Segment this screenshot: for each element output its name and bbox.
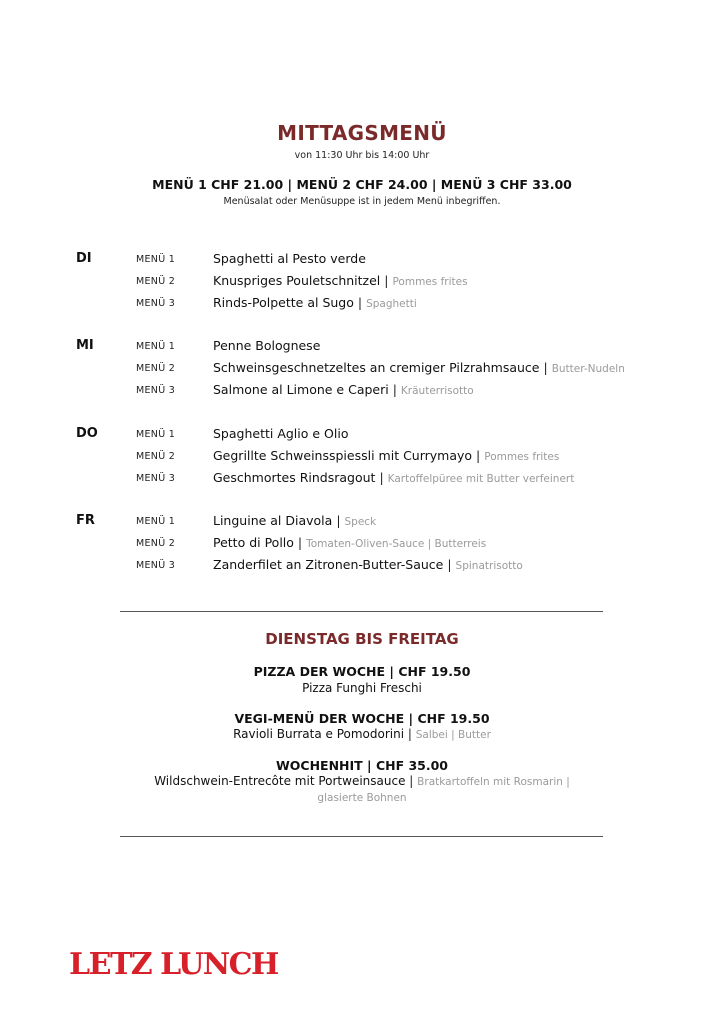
menu-label: MENÜ 1: [136, 429, 176, 440]
divider-top: [120, 611, 603, 612]
side-dish: Speck: [344, 516, 377, 528]
vegi-dish: Ravioli Burrata e Pomodorini: [233, 727, 405, 741]
vegi-title: VEGI-MENÜ DER WOCHE | CHF 19.50: [234, 711, 490, 726]
menu-prices: MENÜ 1 CHF 21.00 | MENÜ 2 CHF 24.00 | MENÜ 3 CHF 33.00: [152, 177, 572, 192]
menu-item: [213, 251, 366, 266]
menu-label: MENÜ 2: [136, 451, 176, 462]
menu-item: [213, 426, 348, 441]
pizza-title: PIZZA DER WOCHE | CHF 19.50: [253, 664, 471, 679]
side-dish: Spaghetti: [366, 298, 417, 310]
specials-title: DIENSTAG BIS FREITAG: [265, 630, 459, 648]
menu-label: MENÜ 1: [136, 341, 176, 352]
dish-name: Gegrillte Schweinsspiessli mit Currymayo: [213, 448, 473, 463]
side-dish: Kartoffelpüree mit Butter verfeinert: [387, 473, 575, 485]
menu-label: MENÜ 3: [136, 385, 176, 396]
menu-item: Geschmortes Rindsragout | Kartoffelpüree mit Butter verfeinert: [213, 470, 575, 485]
vegi-item: Ravioli Burrata e Pomodorini | Salbei | Butter: [233, 727, 491, 741]
side-dish: Pommes frites: [484, 451, 560, 463]
dish-name: Linguine al Diavola: [213, 513, 333, 528]
menu-item: Linguine al Diavola | Speck: [213, 513, 377, 528]
side-dish: Kräuterrisotto: [400, 385, 474, 397]
menu-item: Schweinsgeschnetzeltes an cremiger Pilzrahmsauce | Butter-Nudeln: [213, 360, 625, 375]
dish-name: Salmone al Limone e Caperi: [213, 382, 389, 397]
page-title: MITTAGSMENÜ: [277, 121, 447, 145]
wochenhit-side-cont: glasierte Bohnen: [317, 792, 407, 804]
menu-label: MENÜ 1: [136, 516, 176, 527]
day-label: DO: [76, 426, 98, 441]
day-label: FR: [76, 513, 95, 528]
wochenhit-dish: Wildschwein-Entrecôte mit Portweinsauce: [154, 774, 406, 788]
dish-name: Petto di Pollo: [213, 535, 294, 550]
side-dish: Tomaten-Oliven-Sauce | Butterreis: [306, 538, 487, 550]
wochenhit-side: Bratkartoffeln mit Rosmarin |: [417, 776, 570, 788]
day-label: DI: [76, 251, 92, 266]
side-dish: Spinatrisotto: [455, 560, 523, 572]
dish-name: Schweinsgeschnetzeltes an cremiger Pilzrahmsauce: [213, 360, 540, 375]
menu-note: Menüsalat oder Menüsuppe ist in jedem Menü inbegriffen.: [223, 196, 501, 207]
brand-logo: LETZ LUNCH: [69, 947, 278, 982]
divider-bottom: [120, 836, 603, 837]
opening-hours: von 11:30 Uhr bis 14:00 Uhr: [294, 150, 430, 161]
dish-name: Geschmortes Rindsragout: [213, 470, 376, 485]
menu-item: [213, 338, 320, 353]
dish-name: Knuspriges Pouletschnitzel: [213, 273, 381, 288]
wochenhit-item: Wildschwein-Entrecôte mit Portweinsauce | Bratkartoffeln mit Rosmarin |: [154, 774, 570, 788]
menu-label: MENÜ 3: [136, 298, 176, 309]
vegi-side: Salbei | Butter: [415, 729, 491, 741]
menu-item: Knuspriges Pouletschnitzel | Pommes frites: [213, 273, 468, 288]
menu-label: MENÜ 2: [136, 538, 176, 549]
dish-name: Penne Bolognese: [213, 338, 321, 353]
menu-label: MENÜ 3: [136, 473, 176, 484]
side-dish: Pommes frites: [392, 276, 468, 288]
menu-label: MENÜ 1: [136, 254, 176, 265]
wochenhit-item-cont: [0, 790, 724, 804]
menu-item: Petto di Pollo | Tomaten-Oliven-Sauce | Butterreis: [213, 535, 487, 550]
menu-item: Zanderfilet an Zitronen-Butter-Sauce | Spinatrisotto: [213, 557, 523, 572]
menu-item: Rinds-Polpette al Sugo | Spaghetti: [213, 295, 417, 310]
pizza-dish: Pizza Funghi Freschi: [302, 681, 422, 695]
dish-name: Spaghetti Aglio e Olio: [213, 426, 349, 441]
menu-label: MENÜ 2: [136, 276, 176, 287]
day-label: MI: [76, 338, 94, 353]
side-dish: Butter-Nudeln: [551, 363, 625, 375]
menu-item: Salmone al Limone e Caperi | Kräuterrisotto: [213, 382, 474, 397]
menu-item: Gegrillte Schweinsspiessli mit Currymayo | Pommes frites: [213, 448, 560, 463]
wochenhit-title: WOCHENHIT | CHF 35.00: [275, 758, 449, 773]
menu-label: MENÜ 3: [136, 560, 176, 571]
menu-label: MENÜ 2: [136, 363, 176, 374]
dish-name: Spaghetti al Pesto verde: [213, 251, 366, 266]
dish-name: Rinds-Polpette al Sugo: [213, 295, 354, 310]
dish-name: Zanderfilet an Zitronen-Butter-Sauce: [213, 557, 444, 572]
